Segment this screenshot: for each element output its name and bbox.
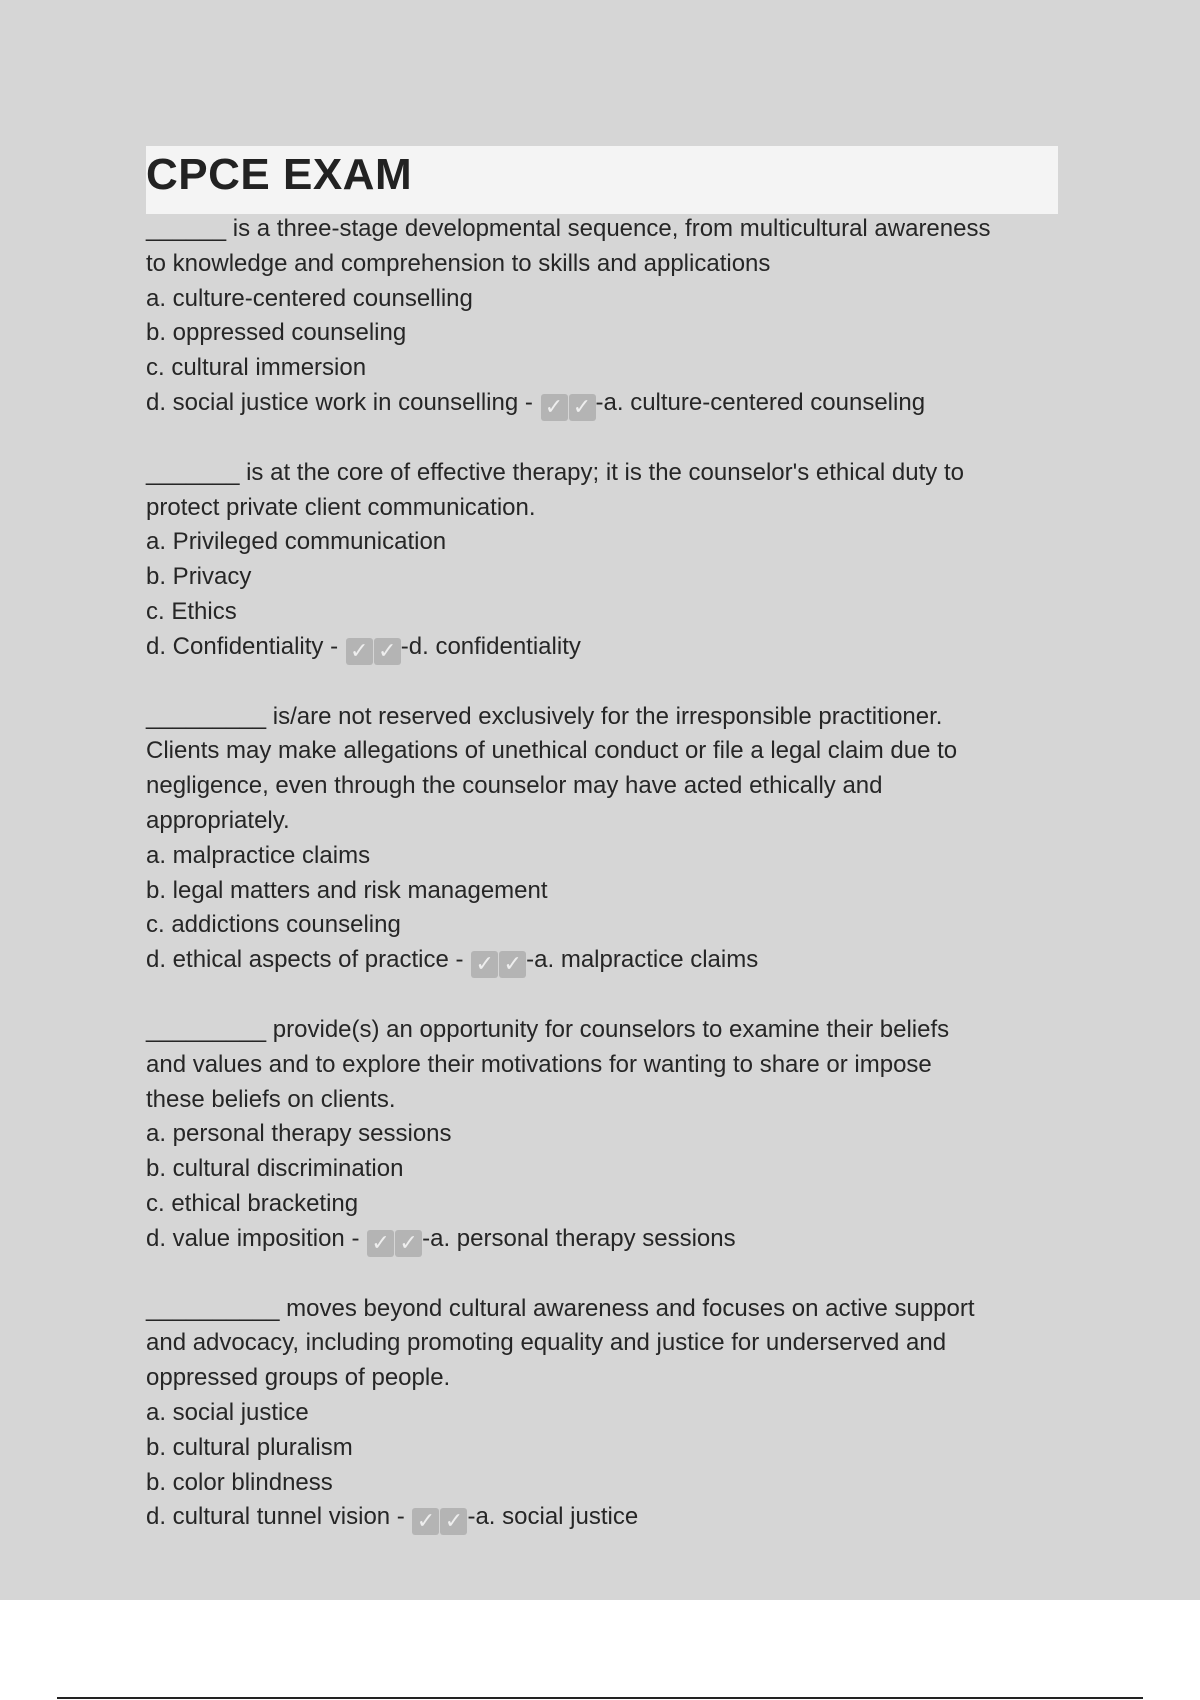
question-text-line: oppressed groups of people.	[146, 1364, 451, 1392]
question-text-line: appropriately.	[146, 806, 290, 834]
answer-option: c. Ethics	[146, 597, 237, 625]
answer-option: d. value imposition -	[146, 1224, 367, 1252]
answer-option: d. ethical aspects of practice -	[146, 946, 471, 974]
question-text-line: ______ is a three-stage developmental sequence, from multicultural awareness	[146, 215, 991, 242]
answer-option: a. Privileged communication	[146, 528, 447, 556]
checkmark-icon: ✓	[367, 1230, 394, 1257]
question-block	[146, 1013, 1066, 1257]
answer-option: a. social justice	[146, 1398, 309, 1426]
checkmark-icon: ✓	[440, 1508, 467, 1535]
question-block	[146, 700, 1066, 979]
question-text-line: Clients may make allegations of unethical conduct or file a legal claim due to	[146, 737, 958, 765]
question-text-line: to knowledge and comprehension to skills and applications	[146, 249, 771, 277]
answer-option-with-key	[146, 630, 1066, 665]
question-text-line: negligence, even through the counselor may have acted ethically and	[146, 772, 883, 800]
answer-option: d. Confidentiality -	[146, 632, 345, 660]
answer-option: a. culture-centered counselling	[146, 284, 473, 312]
checkmark-icon: ✓	[499, 951, 526, 978]
answer-option: b. cultural discrimination	[146, 1155, 404, 1183]
correct-answer: -a. malpractice claims	[526, 946, 759, 974]
answer-option: d. social justice work in counselling -	[146, 388, 540, 416]
answer-option: d. cultural tunnel vision -	[146, 1503, 412, 1531]
answer-option: c. cultural immersion	[146, 354, 367, 382]
answer-option: c. addictions counseling	[146, 911, 401, 939]
question-text-line: and values and to explore their motivations for wanting to share or impose	[146, 1050, 932, 1078]
correct-answer: -a. social justice	[467, 1503, 639, 1531]
footer-rule	[57, 1697, 1143, 1699]
question-block	[146, 212, 1066, 421]
answer-option-with-key	[146, 1222, 1066, 1257]
page-title: CPCE EXAM	[146, 150, 413, 199]
question-text-line: protect private client communication.	[146, 493, 536, 521]
question-block	[146, 1292, 1066, 1536]
question-list	[146, 212, 1066, 1570]
question-block	[146, 456, 1066, 665]
answer-option: a. malpractice claims	[146, 841, 371, 869]
answer-option: b. color blindness	[146, 1468, 333, 1496]
answer-option: a. personal therapy sessions	[146, 1120, 452, 1148]
answer-option-with-key	[146, 1500, 1066, 1535]
question-text-line: and advocacy, including promoting equality and justice for underserved and	[146, 1329, 947, 1357]
correct-answer: -a. culture-centered counseling	[595, 388, 926, 416]
answer-option-with-key	[146, 943, 1066, 978]
correct-answer: -d. confidentiality	[400, 632, 581, 660]
checkmark-icon: ✓	[412, 1508, 439, 1535]
answer-option-with-key	[146, 386, 1066, 421]
question-text-line: _________ is/are not reserved exclusively for the irresponsible practitioner.	[146, 702, 943, 730]
question-text-line: _________ provide(s) an opportunity for counselors to examine their beliefs	[146, 1015, 950, 1043]
answer-option: b. cultural pluralism	[146, 1433, 353, 1461]
question-text-line: _______ is at the core of effective therapy; it is the counselor's ethical duty to	[146, 458, 964, 486]
checkmark-icon: ✓	[346, 638, 373, 665]
question-text-line: these beliefs on clients.	[146, 1085, 396, 1113]
answer-option: b. legal matters and risk management	[146, 876, 548, 904]
correct-answer: -a. personal therapy sessions	[422, 1224, 736, 1252]
answer-option: b. oppressed counseling	[146, 319, 407, 347]
checkmark-icon: ✓	[569, 394, 596, 421]
question-text-line: __________ moves beyond cultural awareness and focuses on active support	[146, 1294, 975, 1322]
checkmark-icon: ✓	[395, 1230, 422, 1257]
checkmark-icon: ✓	[374, 638, 401, 665]
answer-option: b. Privacy	[146, 563, 252, 591]
checkmark-icon: ✓	[471, 951, 498, 978]
checkmark-icon: ✓	[541, 394, 568, 421]
answer-option: c. ethical bracketing	[146, 1189, 359, 1217]
